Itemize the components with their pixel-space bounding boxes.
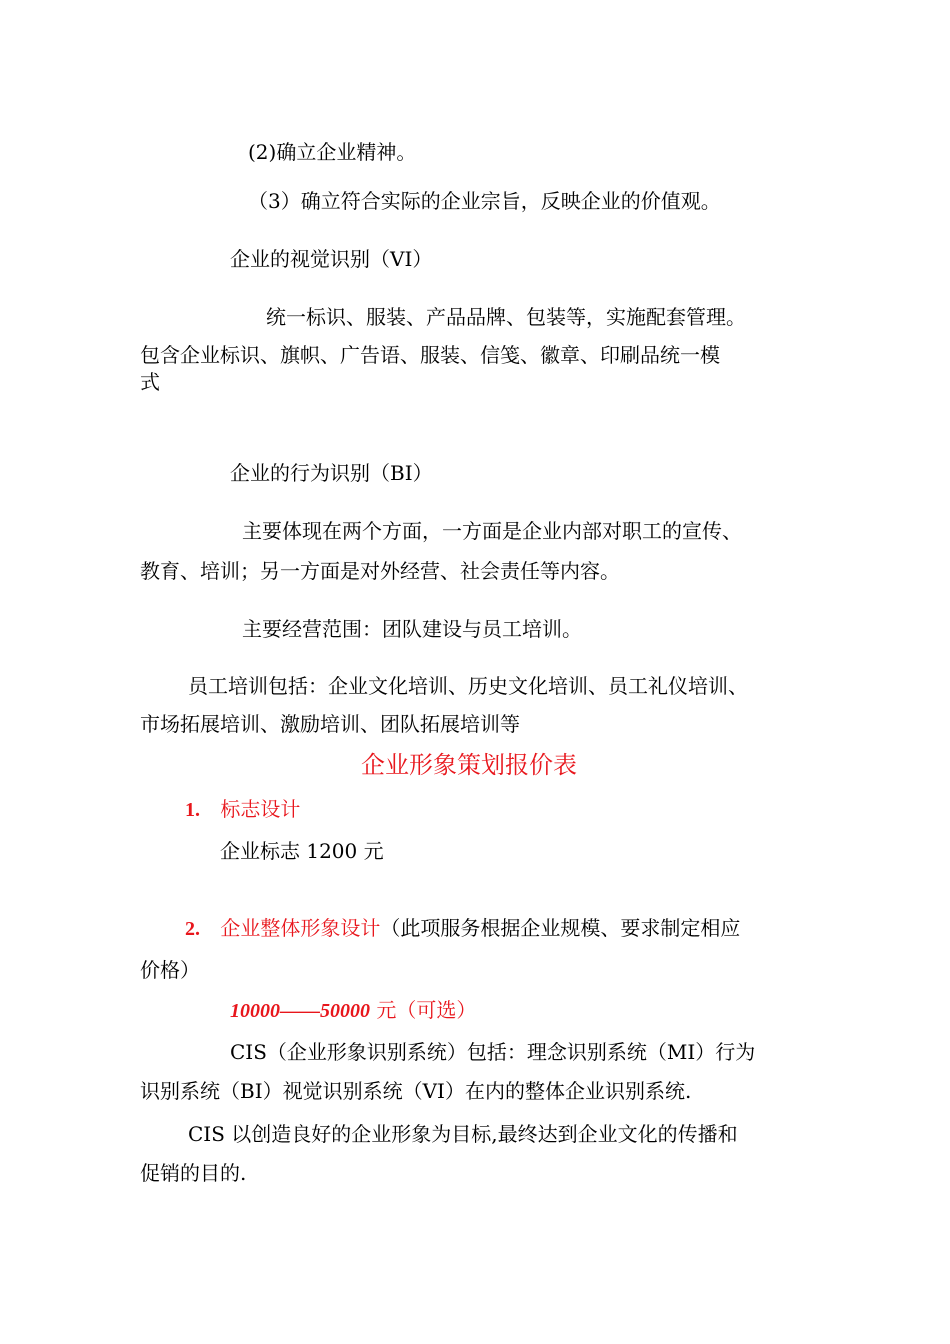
text-line: 识别系统（BI）视觉识别系统（VI）在内的整体企业识别系统. [140,1079,692,1103]
list-title: 标志设计 [220,797,301,821]
section-heading-vi: 企业的视觉识别（VI） [230,247,433,271]
text-line: CIS（企业形象识别系统）包括：理念识别系统（MI）行为 [230,1040,756,1064]
list-note: （此项服务根据企业规模、要求制定相应 [380,916,741,940]
text-line: 式 [140,370,160,394]
section-heading-bi: 企业的行为识别（BI） [230,461,433,485]
text-line: 企业标志 1200 元 [220,839,384,863]
list-item [185,915,740,942]
text-line: 主要体现在两个方面，一方面是企业内部对职工的宣传、 [242,519,742,543]
list-number: 2. [185,918,200,940]
text-line: 统一标识、服装、产品品牌、包装等，实施配套管理。 [266,305,746,329]
text-line: 包含企业标识、旗帜、广告语、服装、信笺、徽章、印刷品统一模 [140,343,720,367]
text-line: 价格） [140,958,200,982]
price-range [230,997,476,1024]
text-line: 教育、培训；另一方面是对外经营、社会责任等内容。 [140,559,620,583]
list-number: 1. [185,799,200,821]
text-line: (2)确立企业精神。 [248,140,417,164]
list-item [185,796,300,823]
list-title: 企业整体形象设计 [220,916,381,940]
price-value: 10000——50000 [230,1000,370,1022]
quote-table-title: 企业形象策划报价表 [361,751,577,779]
text-line: CIS 以创造良好的企业形象为目标,最终达到企业文化的传播和 [188,1122,738,1146]
text-line: 员工培训包括：企业文化培训、历史文化培训、员工礼仪培训、 [188,674,748,698]
text-line: 主要经营范围：团队建设与员工培训。 [242,617,582,641]
text-line: （3）确立符合实际的企业宗旨，反映企业的价值观。 [248,189,721,213]
price-suffix: 元（可选） [370,998,477,1022]
text-line: 促销的目的. [140,1161,247,1185]
text-line: 市场拓展培训、激励培训、团队拓展培训等 [140,712,520,736]
